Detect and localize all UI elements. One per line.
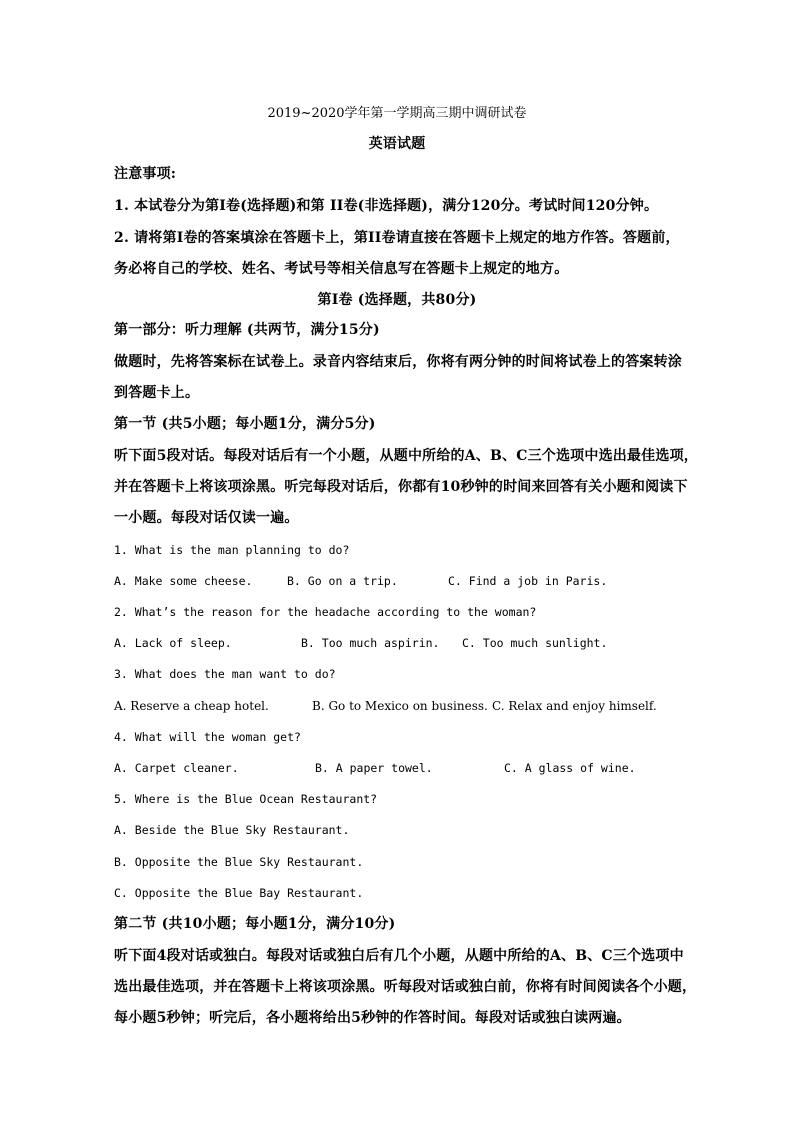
notes-item-2-line-2: 务必将自己的学校、姓名、考试号等相关信息写在答题卡上规定的地方。	[114, 261, 569, 277]
option-a: A. Reserve a cheap hotel.	[114, 699, 269, 713]
volume-title: 第I卷 (选择题，共80分)	[317, 292, 477, 308]
question-4: 4. What will the woman get?	[114, 730, 301, 744]
section2-instruction-line-2: 选出最佳选项，并在答题卡上将该项涂黑。听每段对话或独白前，你将有时间阅读各个小题，	[114, 979, 697, 995]
exam-title: 2019~2020学年第一学期高三期中调研试卷	[267, 106, 527, 121]
option-a: A. Carpet cleaner.	[114, 761, 239, 775]
option-c: C. A glass of wine.	[504, 761, 636, 775]
option-a: A. Make some cheese.	[114, 574, 253, 588]
section2-heading: 第二节 (共10小题；每小题1分，满分10分)	[114, 916, 396, 932]
notes-item-2-line-1: 2. 请将第I卷的答案填涂在答题卡上，第II卷请直接在答题卡上规定的地方作答。答题前，	[114, 230, 680, 246]
option-c: C. Relax and enjoy himself.	[492, 699, 657, 713]
section1-instruction-line-2: 并在答题卡上将该项涂黑。听完每段对话后，你都有10秒钟的时间来回答有关小题和阅读下	[114, 479, 688, 495]
section1-instruction-line-1: 听下面5段对话。每段对话后有一个小题，从题中所给的A、B、C三个选项中选出最佳选项，	[114, 448, 698, 464]
part1-instruction-line-1: 做题时，先将答案标在试卷上。录音内容结束后，你将有两分钟的时间将试卷上的答案转涂	[114, 354, 682, 370]
notes-heading: 注意事项:	[114, 166, 177, 182]
section1-heading: 第一节 (共5小题；每小题1分，满分5分)	[114, 416, 376, 432]
question-3: 3. What does the man want to do?	[114, 667, 336, 681]
question-1: 1. What is the man planning to do?	[114, 543, 350, 557]
subject-title: 英语试题	[368, 136, 426, 152]
option-b: B. Go to Mexico on business.	[312, 699, 488, 713]
question-5-option-c: C. Opposite the Blue Bay Restaurant.	[114, 886, 364, 900]
question-2: 2. What’s the reason for the headache according to the woman?	[114, 605, 537, 619]
section2-instruction-line-3: 每小题5秒钟；听完后，各小题将给出5秒钟的作答时间。每段对话或独白读两遍。	[114, 1010, 631, 1026]
part1-heading: 第一部分：听力理解 (共两节，满分15分)	[114, 322, 380, 338]
notes-item-1: 1. 本试卷分为第I卷(选择题)和第 II卷(非选择题)，满分120分。考试时间120分钟。	[114, 198, 659, 214]
option-b: B. Go on a trip.	[287, 574, 398, 588]
section2-instruction-line-1: 听下面4段对话或独白。每段对话或独白后有几个小题，从题中所给的A、B、C三个选项中	[114, 948, 684, 964]
part1-instruction-line-2: 到答题卡上。	[114, 385, 200, 401]
section1-instruction-line-3: 一小题。每段对话仅读一遍。	[114, 510, 299, 526]
question-5-option-a: A. Beside the Blue Sky Restaurant.	[114, 823, 350, 837]
option-c: C. Too much sunlight.	[462, 636, 608, 650]
question-5: 5. Where is the Blue Ocean Restaurant?	[114, 792, 378, 806]
option-a: A. Lack of sleep.	[114, 636, 232, 650]
option-b: B. A paper towel.	[315, 761, 433, 775]
option-b: B. Too much aspirin.	[301, 636, 440, 650]
option-c: C. Find a job in Paris.	[448, 574, 608, 588]
question-5-option-b: B. Opposite the Blue Sky Restaurant.	[114, 855, 364, 869]
